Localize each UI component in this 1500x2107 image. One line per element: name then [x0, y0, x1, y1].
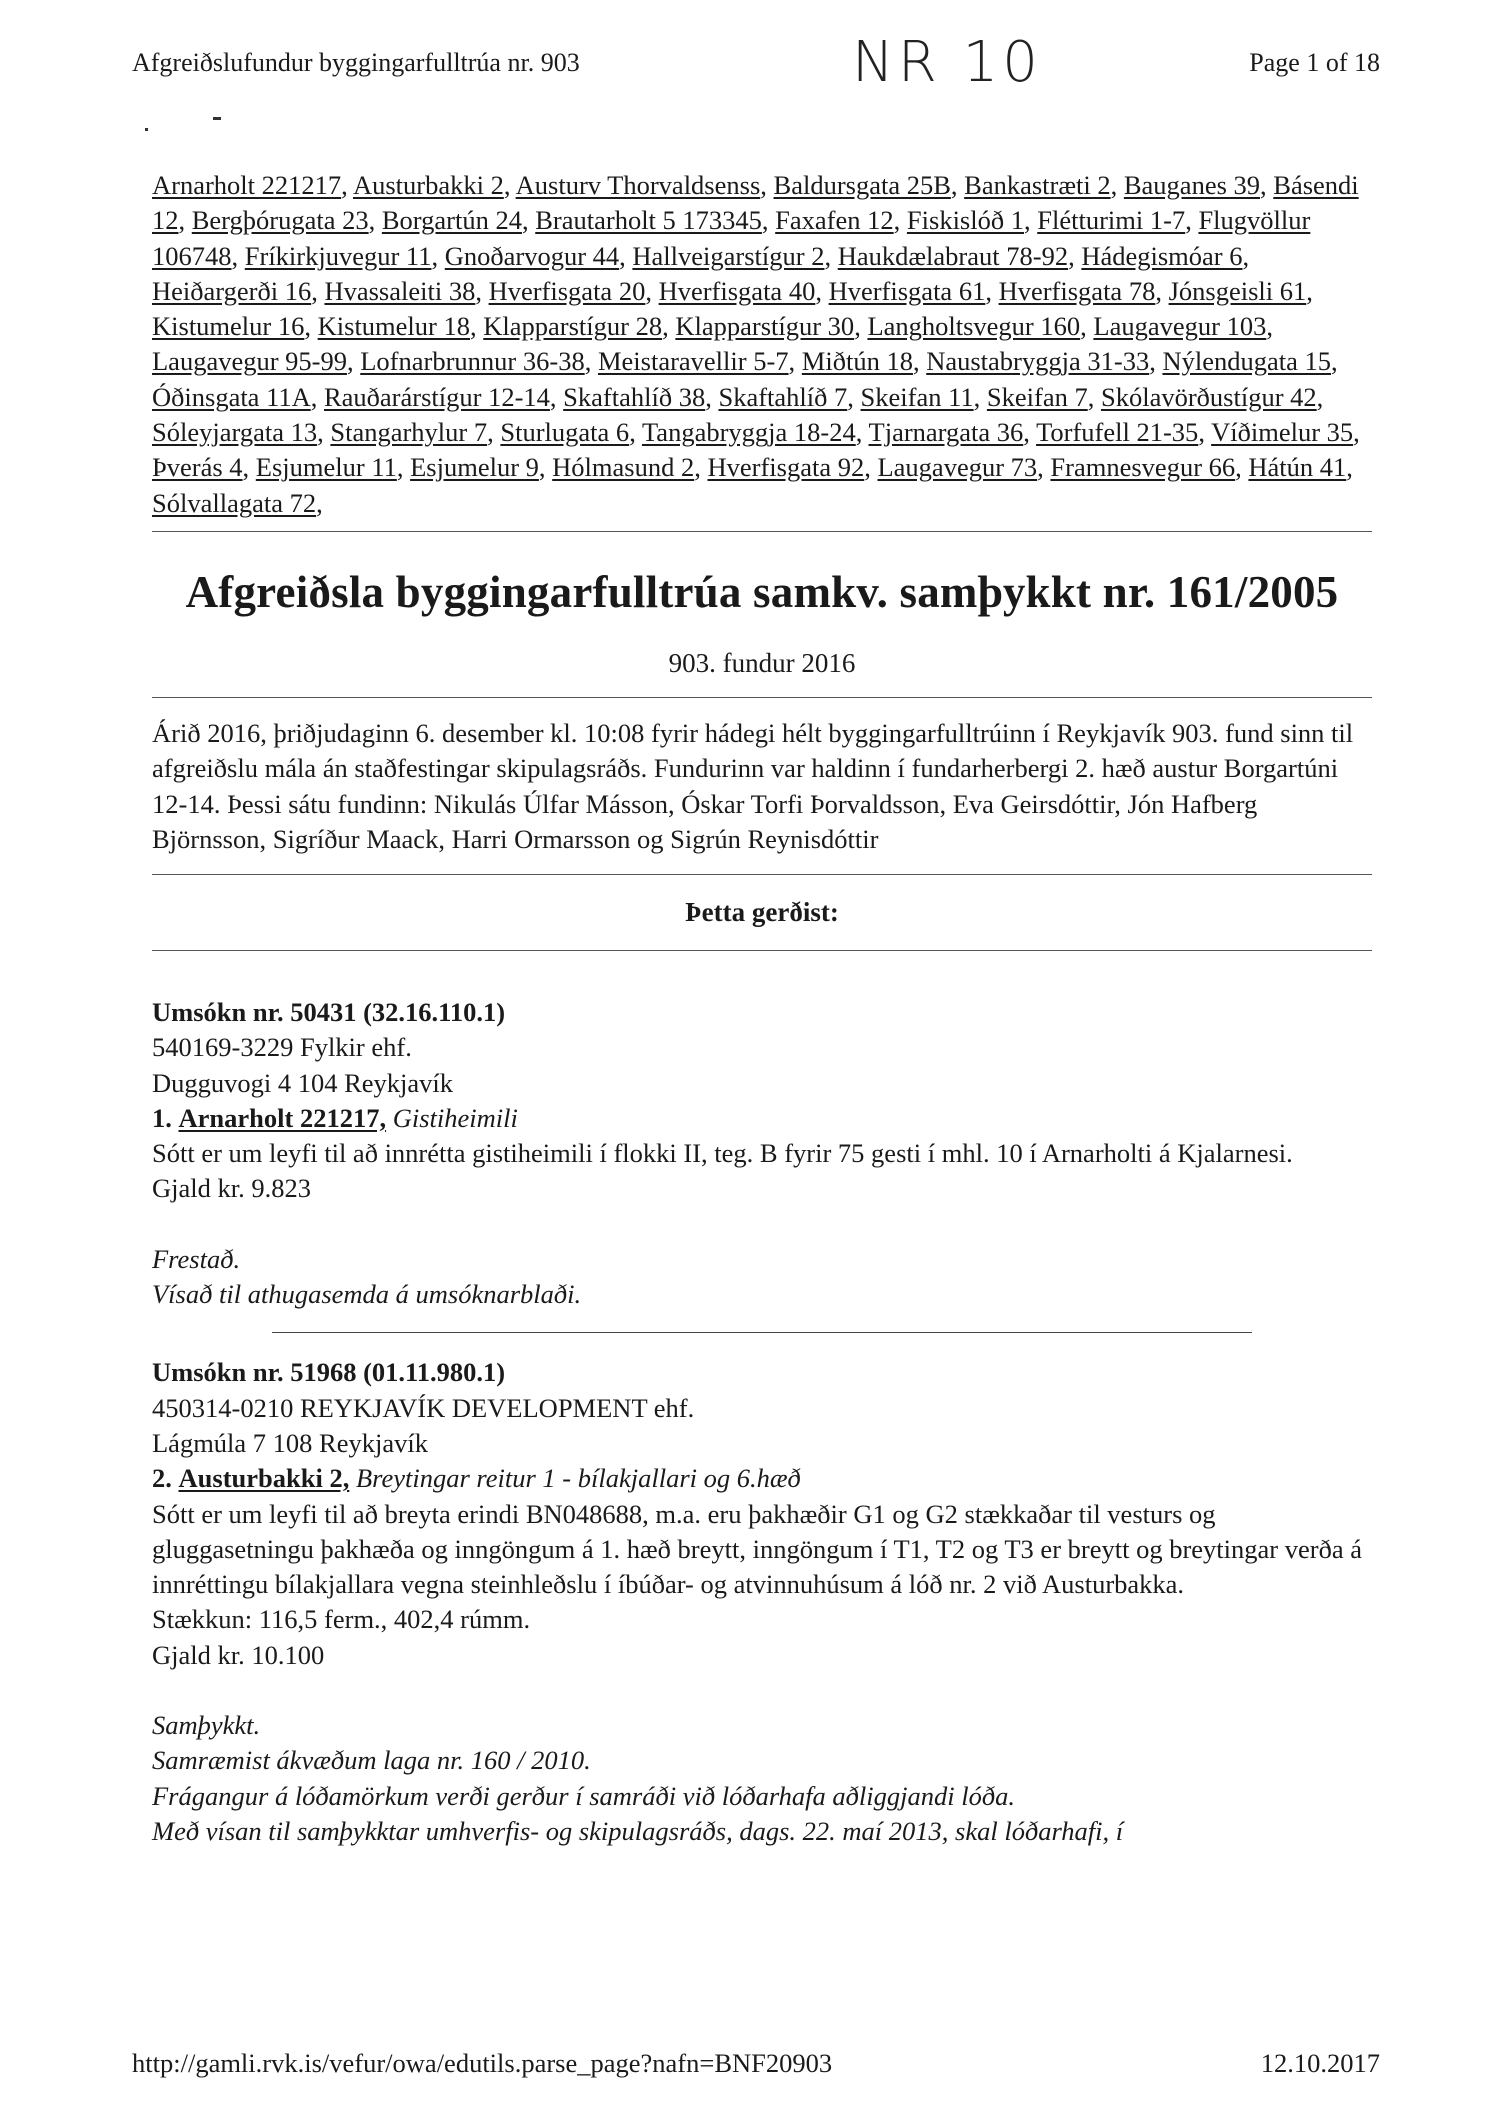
address-link[interactable]: Esjumelur 9	[410, 452, 539, 483]
address-separator: ,	[1068, 240, 1082, 271]
address-link[interactable]: Langholtsvegur 160	[867, 311, 1081, 342]
address-link[interactable]: Hverfisgata 92	[707, 452, 865, 483]
address-link[interactable]: Skólavörðustígur 42	[1100, 381, 1317, 412]
address-separator: ,	[231, 240, 245, 271]
address-separator: ,	[824, 240, 838, 271]
address-link[interactable]: Austurv Thorvaldsenss	[515, 170, 761, 200]
item-kind: Gistiheimili	[392, 1102, 518, 1133]
address-separator: ,	[1198, 417, 1212, 448]
handwritten-mark: NR 10	[852, 30, 1042, 95]
address-separator: ,	[503, 170, 516, 200]
address-separator: ,	[538, 452, 553, 483]
address-link[interactable]: Torfufell 21-35	[1036, 417, 1199, 448]
address-separator: ,	[1023, 205, 1038, 236]
decision-line: Vísað til athugasemda á umsóknarblaði.	[152, 1279, 582, 1310]
address-separator: ,	[645, 275, 659, 306]
address-link[interactable]: Borgartún 24	[381, 205, 522, 236]
address-link[interactable]: Baldursgata 25B	[773, 170, 951, 200]
address-link[interactable]: Meistaravellir 5-7	[597, 346, 789, 377]
address-separator: ,	[311, 275, 325, 306]
footer-url: http://gamli.rvk.is/vefur/owa/edutils.parse_page?nafn=BNF20903	[132, 2048, 833, 2078]
applicant-address: Dugguvogi 4 104 Reykjavík	[152, 1067, 454, 1098]
address-link[interactable]: Hátún 41	[1248, 452, 1347, 483]
address-link[interactable]: Miðtún 18	[801, 346, 913, 377]
applicant: 450314-0210 REYKJAVÍK DEVELOPMENT ehf.	[152, 1392, 695, 1423]
address-link[interactable]: Austurbakki 2	[352, 170, 504, 200]
address-separator: ,	[1346, 452, 1353, 483]
address-separator: ,	[662, 311, 676, 342]
address-link[interactable]: Flétturimi 1-7	[1037, 205, 1186, 236]
page-header	[132, 30, 1380, 95]
address-link[interactable]: Faxafen 12	[775, 205, 894, 236]
address-link[interactable]: Hádegismóar 6	[1081, 240, 1243, 271]
address-separator: ,	[950, 170, 965, 200]
section-heading: Þetta gerðist:	[685, 896, 839, 927]
address-separator: ,	[985, 275, 999, 306]
address-separator: ,	[854, 311, 868, 342]
address-separator: ,	[1242, 240, 1250, 271]
address-separator: ,	[1235, 452, 1249, 483]
address-separator: ,	[487, 417, 501, 448]
address-separator: ,	[1260, 170, 1274, 200]
address-link[interactable]: Víðimelur 35	[1211, 417, 1354, 448]
address-link[interactable]: Esjumelur 11	[255, 452, 397, 483]
address-link[interactable]: Básendi 12	[152, 170, 1359, 236]
application-entry	[152, 1355, 1372, 1849]
address-separator: ,	[1353, 417, 1360, 448]
address-separator: ,	[629, 417, 642, 448]
address-separator: ,	[694, 452, 708, 483]
address-link[interactable]: Fríkirkjuvegur 11	[244, 240, 432, 271]
address-separator: ,	[584, 346, 598, 377]
address-link[interactable]: Skeifan 7	[986, 381, 1088, 412]
address-separator: ,	[760, 170, 774, 200]
meeting-number: 903. fundur 2016	[668, 647, 856, 678]
address-link[interactable]: Lofnarbrunnur 36-38	[360, 346, 585, 377]
address-link[interactable]: Laugavegur 73	[877, 452, 1038, 483]
address-separator: ,	[431, 240, 445, 271]
address-link[interactable]: Laugavegur 103	[1093, 311, 1267, 342]
address-separator: ,	[1155, 275, 1169, 306]
address-link[interactable]: Hverfisgata 78	[998, 275, 1156, 306]
address-link[interactable]: Laugavegur 95-99	[152, 346, 347, 377]
address-link[interactable]: Gnoðarvogur 44	[444, 240, 620, 271]
address-separator: ,	[475, 275, 489, 306]
document-title: Afgreiðsla byggingarfulltrúa samkv. samþykkt nr. 161/2005	[185, 566, 1339, 617]
address-link[interactable]: Heiðargerði 16	[152, 275, 312, 306]
address-separator: ,	[619, 240, 633, 271]
address-separator: ,	[1306, 275, 1313, 306]
address-separator: ,	[470, 311, 484, 342]
address-separator: ,	[705, 381, 719, 412]
application-entry	[152, 995, 1372, 1312]
decision-line: Samræmist ákvæðum laga nr. 160 / 2010.	[152, 1745, 591, 1776]
item-number: 2.	[152, 1463, 172, 1494]
address-separator: ,	[761, 205, 776, 236]
applicant: 540169-3229 Fylkir ehf.	[152, 1032, 412, 1063]
header-meeting-title: Afgreiðslufundur byggingarfulltrúa nr. 903	[132, 48, 580, 77]
address-link[interactable]: Bauganes 39	[1123, 170, 1261, 200]
application-description: Sótt er um leyfi til að innrétta gistiheimili í flokki II, teg. B fyrir 75 gesti í mhl. 10 í Arnarholti á Kjalarnesi.	[152, 1138, 1293, 1169]
address-link[interactable]: Jónsgeisli 61	[1168, 275, 1307, 306]
address-separator: ,	[521, 205, 536, 236]
address-link[interactable]: Óðinsgata 11A	[152, 381, 311, 412]
address-link[interactable]: Nýlendugata 15	[1162, 346, 1331, 377]
address-separator: ,	[912, 346, 927, 377]
address-separator: ,	[1149, 346, 1163, 377]
address-separator: ,	[1080, 311, 1094, 342]
address-link[interactable]: Hverfisgata 40	[658, 275, 816, 306]
address-separator: ,	[847, 381, 861, 412]
address-separator: ,	[347, 346, 361, 377]
address-link[interactable]: Kistumelur 18	[317, 311, 470, 342]
application-fee: Gjald kr. 10.100	[152, 1639, 325, 1670]
address-link[interactable]: Skaftahlíð 7	[718, 381, 848, 412]
application-size: Stækkun: 116,5 ferm., 402,4 rúmm.	[152, 1604, 531, 1635]
decision-line: Frágangur á lóðamörkum verði gerður í samráði við lóðarhafa aðliggjandi lóða.	[152, 1780, 1015, 1811]
address-separator: ,	[855, 417, 869, 448]
address-link[interactable]: Klapparstígur 28	[483, 311, 663, 342]
address-separator: ,	[549, 381, 564, 412]
address-link[interactable]: Skeifan 11	[860, 381, 974, 412]
address-separator: ,	[1266, 311, 1273, 342]
address-separator: ,	[1023, 417, 1037, 448]
address-link[interactable]: Fiskislóð 1	[906, 205, 1024, 236]
address-link[interactable]: Bankastræti 2	[964, 170, 1111, 200]
address-link[interactable]: Kistumelur 16	[152, 311, 305, 342]
address-separator: ,	[788, 346, 802, 377]
address-link[interactable]: Hverfisgata 61	[828, 275, 986, 306]
address-link[interactable]: Hvassaleiti 38	[324, 275, 476, 306]
address-separator: ,	[815, 275, 829, 306]
address-separator: ,	[341, 170, 353, 200]
page-indicator: Page 1 of 18	[1249, 48, 1380, 77]
scan-speck	[145, 128, 148, 131]
address-link[interactable]: Klapparstígur 30	[675, 311, 855, 342]
address-separator: ,	[864, 452, 878, 483]
address-separator: ,	[893, 205, 907, 236]
address-link[interactable]: Sólvallagata 72	[152, 487, 317, 518]
application-description: Sótt er um leyfi til að breyta erindi BN048688, m.a. eru þakhæðir G1 og G2 stækkaðar til vesturs og gluggasetningu þakhæða og inngöngum á 1. hæð breytt, inngöngum í T1, T2 og T3 er breytt og breytingar verða á innréttingu bílakjallara vegna steinhleðslu í íbúðar- og atvinnuhúsum á lóð nr. 2 við Austurbakka.	[152, 1498, 1362, 1600]
address-link[interactable]: Brautarholt 5 173345	[535, 205, 762, 236]
item-kind: Breytingar reitur 1 - bílakjallari og 6.hæð	[355, 1463, 801, 1494]
address-separator: ,	[396, 452, 411, 483]
divider	[152, 874, 1372, 875]
item-address-link[interactable]: Austurbakki 2,	[178, 1463, 350, 1494]
address-link[interactable]: Sóleyjargata 13	[152, 417, 318, 448]
item-address-link[interactable]: Arnarholt 221217,	[178, 1102, 387, 1133]
applicant-address: Lágmúla 7 108 Reykjavík	[152, 1427, 428, 1458]
decision-line: Frestað.	[152, 1243, 241, 1274]
decision-line: Með vísan til samþykktar umhverfis- og skipulagsráðs, dags. 22. maí 2013, skal lóðarhafi, í	[152, 1815, 1124, 1846]
address-link[interactable]: Haukdælabraut 78-92	[837, 240, 1069, 271]
meeting-intro: Árið 2016, þriðjudaginn 6. desember kl. 10:08 fyrir hádegi hélt byggingarfulltrúinn í Reykjavík 903. fund sinn til afgreiðslu mála án staðfestingar skipulagsráðs. Fundurinn var haldinn í fundarherbergi 2. hæð austur Borgartúni 12-14. Þessi sátu fundinn: Nikulás Úlfar Másson, Óskar Torfi Þorvaldsson, Eva Geirsdóttir, Jón Hafberg Björnsson, Sigríður Maack, Harri Ormarsson og Sigrún Reynisdóttir	[152, 717, 1354, 855]
address-link[interactable]: Stangarhylur 7	[330, 417, 488, 448]
entry-separator	[272, 1332, 1252, 1333]
page-content	[152, 168, 1372, 1849]
address-separator: ,	[368, 205, 382, 236]
application-title: Umsókn nr. 50431 (32.16.110.1)	[152, 996, 506, 1027]
footer-date: 12.10.2017	[1260, 2048, 1380, 2078]
address-separator: ,	[1037, 452, 1051, 483]
divider	[152, 531, 1372, 532]
address-link[interactable]: Arnarholt 221217	[152, 170, 342, 200]
address-separator: ,	[1316, 381, 1324, 412]
address-link[interactable]: Naustabryggja 31-33	[926, 346, 1150, 377]
address-link[interactable]: Hallveigarstígur 2	[632, 240, 825, 271]
address-separator: ,	[316, 487, 323, 518]
address-link[interactable]: Flugvöllur 106748	[152, 205, 1311, 271]
address-link[interactable]: Tjarnargata 36	[868, 417, 1024, 448]
address-separator: ,	[1087, 381, 1101, 412]
scan-speck	[213, 117, 221, 120]
divider	[152, 697, 1372, 698]
decision-line: Samþykkt.	[152, 1710, 261, 1741]
item-number: 1.	[152, 1102, 172, 1133]
address-link[interactable]: Sturlugata 6	[500, 417, 630, 448]
address-separator: ,	[973, 381, 987, 412]
address-link[interactable]: Rauðarárstígur 12-14	[323, 381, 550, 412]
application-title: Umsókn nr. 51968 (01.11.980.1)	[152, 1357, 506, 1388]
address-link[interactable]: Hólmasund 2	[552, 452, 695, 483]
address-separator: ,	[304, 311, 318, 342]
address-link[interactable]: Skaftahlíð 38	[563, 381, 706, 412]
address-separator: ,	[242, 452, 256, 483]
address-separator: ,	[1185, 205, 1199, 236]
address-link-list	[152, 168, 1372, 521]
address-link[interactable]: Bergþórugata 23	[191, 205, 369, 236]
address-separator: ,	[317, 417, 331, 448]
address-separator: ,	[178, 205, 192, 236]
address-link[interactable]: Framnesvegur 66	[1050, 452, 1236, 483]
address-separator: ,	[310, 381, 324, 412]
address-link[interactable]: Hverfisgata 20	[488, 275, 646, 306]
address-link[interactable]: Þverás 4	[152, 452, 243, 483]
address-link[interactable]: Tangabryggja 18-24	[641, 417, 856, 448]
address-separator: ,	[1110, 170, 1124, 200]
address-separator: ,	[1331, 346, 1338, 377]
application-fee: Gjald kr. 9.823	[152, 1173, 311, 1204]
